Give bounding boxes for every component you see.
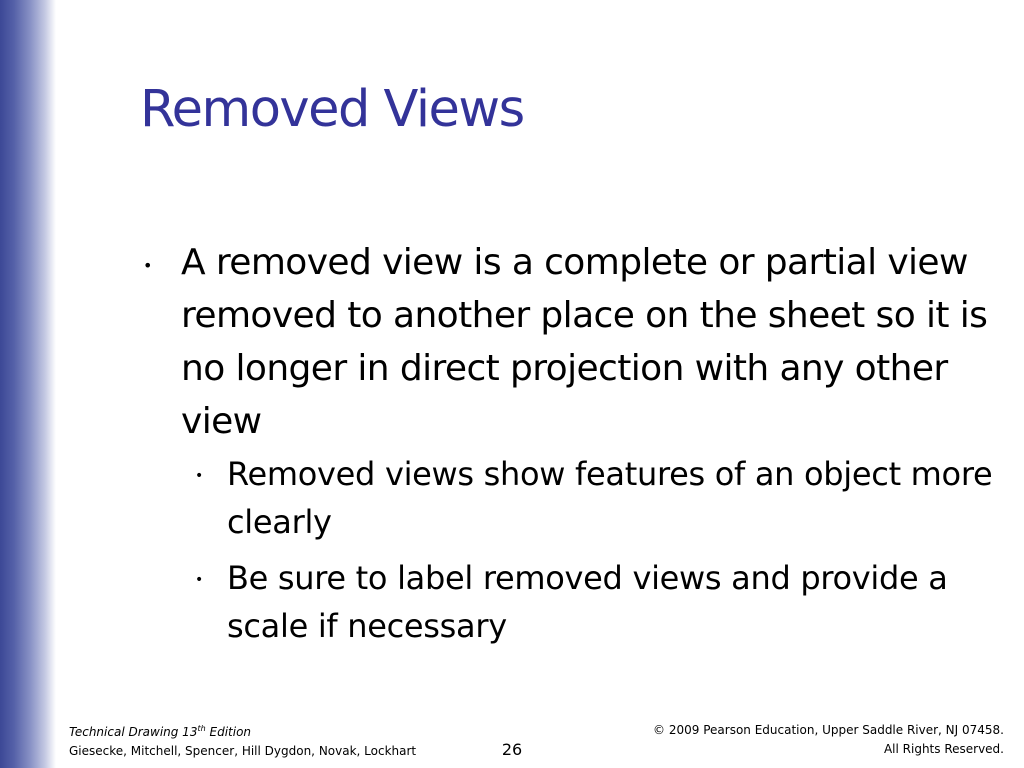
rights-line: All Rights Reserved. <box>883 742 1004 756</box>
bullet-text: A removed view is a complete or partial view removed to another place on the sheet so it is no longer in direct projection with any other view <box>181 242 988 442</box>
sub-bullet-item <box>181 450 1000 546</box>
sub-bullet-text: Be sure to label removed views and provide a scale if necessary <box>227 559 948 645</box>
footer-citation <box>69 723 416 761</box>
footer-book-title <box>69 723 416 742</box>
sub-bullet-marker: • <box>195 572 204 588</box>
footer-copyright <box>653 721 1004 759</box>
copyright-line: © 2009 Pearson Education, Upper Saddle River, NJ 07458. <box>653 723 1004 737</box>
side-gradient-band <box>0 0 56 768</box>
page-number: 26 <box>501 740 523 759</box>
footer-authors: Giesecke, Mitchell, Spencer, Hill Dygdon, Novak, Lockhart <box>69 744 417 758</box>
bullet-marker: • <box>143 256 153 275</box>
footer-edition-sup: th <box>197 724 206 733</box>
footer-book-name: Technical Drawing 13 <box>69 725 198 739</box>
sub-bullet-text: Removed views show features of an object more clearly <box>227 455 993 541</box>
sub-bullet-item <box>181 554 1000 650</box>
bullet-list <box>140 236 1000 658</box>
bullet-item <box>140 236 1000 650</box>
footer-edition-word: Edition <box>205 725 252 739</box>
slide-title: Removed Views <box>140 80 524 139</box>
sub-bullet-marker: • <box>195 468 204 484</box>
sub-bullet-list <box>181 450 1000 650</box>
